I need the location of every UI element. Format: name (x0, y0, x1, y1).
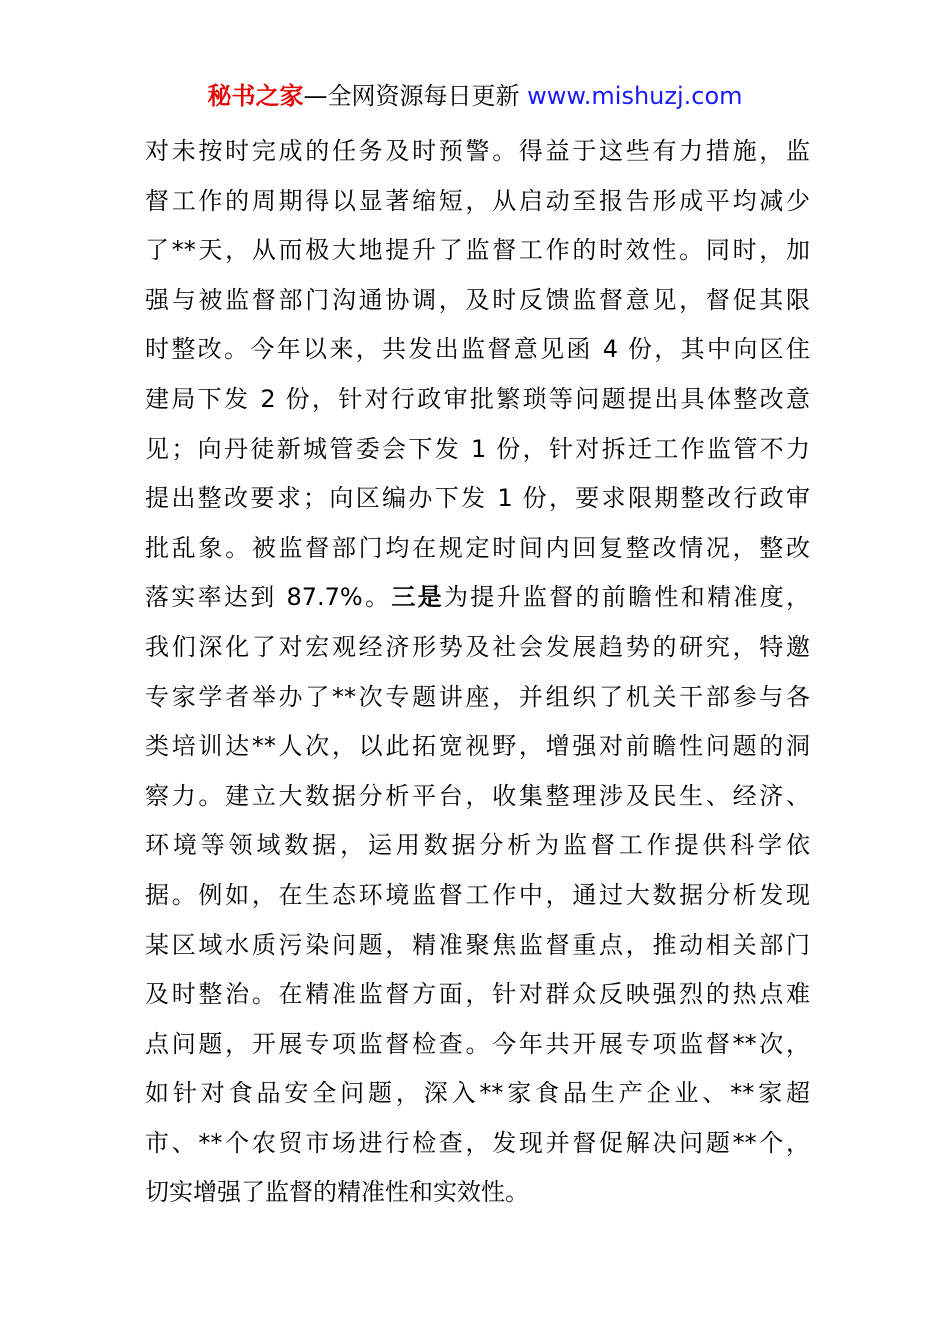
paragraph-line: 批乱象。被监督部门均在规定时间内回复整改情况，整改 (145, 533, 810, 562)
paragraph-line: 提出整改要求；向区编办下发 1 份，要求限期整改行政审 (145, 484, 810, 513)
site-brand: 秘书之家 (207, 82, 304, 110)
paragraph-line: 时整改。今年以来，共发出监督意见函 4 份，其中向区住 (145, 335, 810, 364)
paragraph-line: 建局下发 2 份，针对行政审批繁琐等问题提出具体整改意 (145, 384, 810, 413)
paragraph-line: 我们深化了对宏观经济形势及社会发展趋势的研究，特邀 (145, 632, 810, 661)
line-text-before: 落实率达到 87.7%。 (145, 583, 392, 612)
paragraph-line: 类培训达**人次，以此拓宽视野，增强对前瞻性问题的洞 (145, 732, 810, 761)
paragraph-line: 据。例如，在生态环境监督工作中，通过大数据分析发现 (145, 880, 810, 909)
paragraph-line: 专家学者举办了**次专题讲座，并组织了机关干部参与各 (145, 682, 810, 711)
paragraph-line: 察力。建立大数据分析平台，收集整理涉及民生、经济、 (145, 781, 810, 810)
paragraph-line: 环境等领域数据，运用数据分析为监督工作提供科学依 (145, 831, 810, 860)
document-body (145, 127, 810, 1218)
site-header (0, 80, 950, 112)
paragraph-line-with-emphasis (145, 573, 810, 623)
line-text-after: 为提升监督的前瞻性和精准度， (443, 583, 811, 612)
emphasis-third-point: 三是 (391, 583, 444, 612)
paragraph-line: 如针对食品安全问题，深入**家食品生产企业、**家超 (145, 1079, 810, 1108)
paragraph-line: 了**天，从而极大地提升了监督工作的时效性。同时，加 (145, 236, 810, 265)
paragraph-line: 强与被监督部门沟通协调，及时反馈监督意见，督促其限 (145, 285, 810, 314)
paragraph-line: 某区域水质污染问题，精准聚焦监督重点，推动相关部门 (145, 930, 810, 959)
paragraph-line-last: 切实增强了监督的精准性和实效性。 (145, 1178, 529, 1207)
site-url-link[interactable]: www.mishuzj.com (527, 82, 743, 110)
paragraph-line: 见；向丹徒新城管委会下发 1 份，针对拆迁工作监管不力 (145, 434, 810, 463)
paragraph-line: 及时整治。在精准监督方面，针对群众反映强烈的热点难 (145, 980, 810, 1009)
paragraph-line: 市、**个农贸市场进行检查，发现并督促解决问题**个， (145, 1128, 810, 1157)
paragraph-line: 督工作的周期得以显著缩短，从启动至报告形成平均减少 (145, 186, 810, 215)
paragraph-line: 点问题，开展专项监督检查。今年共开展专项监督**次， (145, 1029, 810, 1058)
paragraph-line: 对未按时完成的任务及时预警。得益于这些有力措施，监 (145, 137, 810, 165)
site-tagline: —全网资源每日更新 (303, 82, 520, 110)
